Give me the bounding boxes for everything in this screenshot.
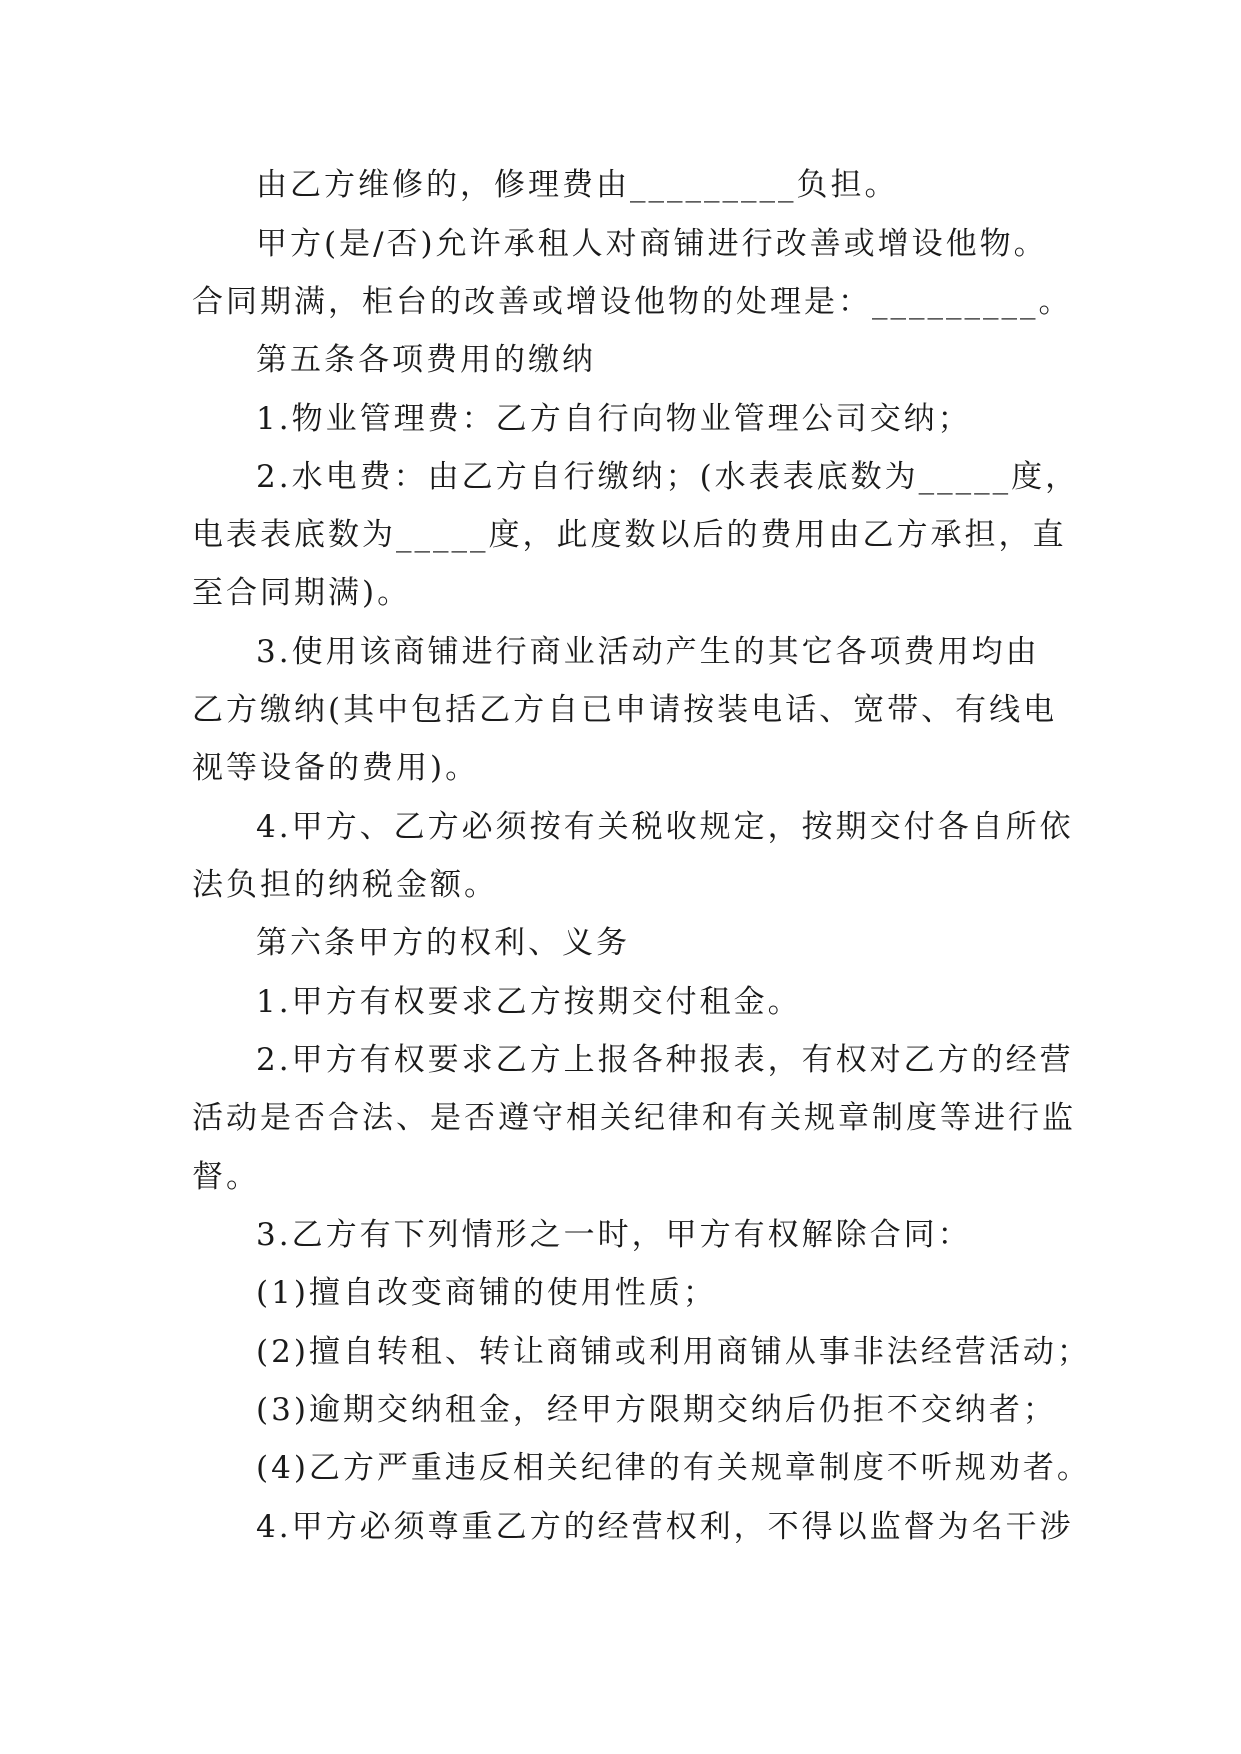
text-line: 4.甲方必须尊重乙方的经营权利，不得以监督为名干涉: [256, 1509, 1074, 1545]
text-line: 由乙方维修的，修理费由_________负担。: [256, 167, 899, 203]
text-line: 督。: [192, 1159, 260, 1195]
list-item: (2)擅自转租、转让商铺或利用商铺从事非法经营活动；: [256, 1334, 1091, 1370]
text-line: 至合同期满)。: [192, 575, 412, 611]
section-heading: 第六条甲方的权利、义务: [256, 925, 630, 961]
text-line: 3.使用该商铺进行商业活动产生的其它各项费用均由: [256, 634, 1040, 670]
text-line: 2.水电费：由乙方自行缴纳；(水表表底数为_____度，: [256, 459, 1080, 495]
text-line: 合同期满，柜台的改善或增设他物的处理是：_________。: [192, 284, 1073, 320]
text-line: 电表表底数为_____度，此度数以后的费用由乙方承担，直: [192, 517, 1067, 553]
list-item: (4)乙方严重违反相关纪律的有关规章制度不听规劝者。: [256, 1450, 1091, 1486]
text-line: 法负担的纳税金额。: [192, 867, 498, 903]
text-line: 1.甲方有权要求乙方按期交付租金。: [256, 984, 802, 1020]
text-line: 视等设备的费用)。: [192, 750, 480, 786]
text-line: 甲方(是/否)允许承租人对商铺进行改善或增设他物。: [256, 226, 1048, 262]
text-line: 活动是否合法、是否遵守相关纪律和有关规章制度等进行监: [192, 1100, 1076, 1136]
text-line: 3.乙方有下列情形之一时，甲方有权解除合同：: [256, 1217, 972, 1253]
text-line: 4.甲方、乙方必须按有关税收规定，按期交付各自所依: [256, 809, 1074, 845]
text-line: 2.甲方有权要求乙方上报各种报表，有权对乙方的经营: [256, 1042, 1074, 1078]
list-item: (1)擅自改变商铺的使用性质；: [256, 1275, 717, 1311]
text-line: 1.物业管理费：乙方自行向物业管理公司交纳；: [256, 401, 972, 437]
section-heading: 第五条各项费用的缴纳: [256, 342, 596, 378]
text-line: 乙方缴纳(其中包括乙方自已申请按装电话、宽带、有线电: [192, 692, 1058, 728]
list-item: (3)逾期交纳租金，经甲方限期交纳后仍拒不交纳者；: [256, 1392, 1057, 1428]
